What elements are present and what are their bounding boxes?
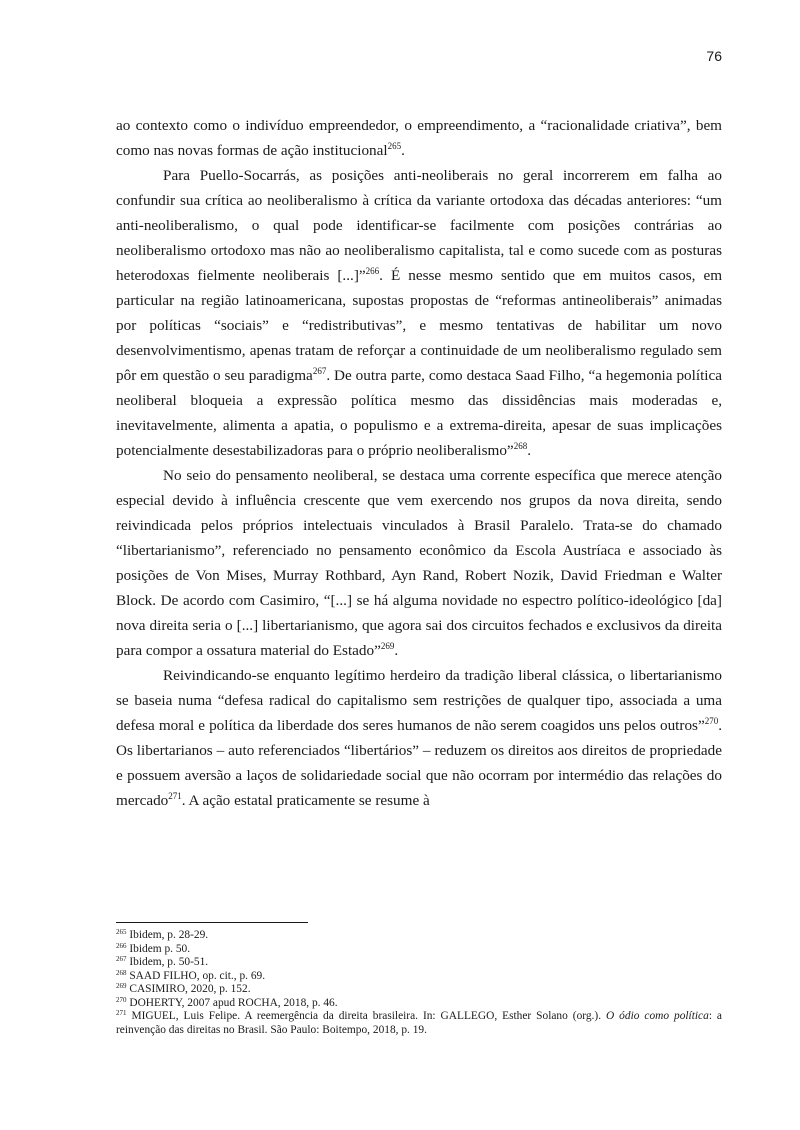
paragraph: No seio do pensamento neoliberal, se destaca uma corrente específica que merece atenção especial devido à influência crescente que vem exercendo nos grupos da nova direita, sendo reivindicada pelos próprios intelectuais vinculados à Brasil Paralelo. Trata-se do chamado “libertarianismo”, referenciado no pensamento econômico da Escola Austríaca e associado às posições de Von Mises, Murray Rothbard, Ayn Rand, Robert Nozik, David Friedman e Walter Block. De acordo com Casimiro, “[...] se há alguma novidade no espectro político-ideológico [da] nova direita seria o [...] libertarianismo, que agora sai dos circuitos fechados e exclusivos da direita para compor a ossatura material do Estado”$^{269}$. — [116, 467, 722, 659]
footnote: $^{265}$ Ibidem, p. 28-29. — [116, 928, 209, 941]
footnote-ref[interactable]: 268 — [513, 441, 528, 451]
paragraph: ao contexto como o indivíduo empreendedor, o empreendimento, a “racionalidade criativa”, bem como nas novas formas de ação institucional$^{265}$. — [116, 117, 722, 159]
paragraph: Reivindicando-se enquanto legítimo herdeiro da tradição liberal clássica, o libertarianismo se baseia numa “defesa radical do capitalismo sem restrições de qualquer tipo, associada a uma defesa moral e política da liberdade dos seres humanos de não serem coagidos uns pelos outros”$^{270}$. Os libertarianos – auto referenciados “libertários” – reduzem os direitos aos direitos de propriedade e possuem aversão a laços de solidariedade social que não ocorram por intermédio das relações do mercado$^{271}$. A ação estatal praticamente se resume à — [116, 667, 722, 809]
footnote-ref[interactable]: 267 — [312, 366, 327, 376]
page-number: 76 — [706, 48, 722, 64]
footnote-ref[interactable]: 266 — [365, 266, 380, 276]
footnote: $^{269}$ CASIMIRO, 2020, p. 152. — [116, 982, 251, 995]
footnote: $^{270}$ DOHERTY, 2007 apud ROCHA, 2018, p. 46. — [116, 995, 338, 1009]
paragraph: Para Puello-Socarrás, as posições anti-neoliberais no geral incorrerem em falha ao confundir sua crítica ao neoliberalismo à crítica da variante ortodoxa das décadas anteriores: “um anti-neoliberalismo, o qual pode identificar-se facilmente com posições contrárias ao neoliberalismo ortodoxo mas não ao neoliberalismo capitalista, tal e como sucede com as posturas heterodoxas fielmente neoliberais [...]”$^{266}$. É nesse mesmo sentido que em muitos casos, em particular na região latinoamericana, supostas propostas de “reformas antineoliberais” animadas por políticas “sociais” e “redistributivas”, e mesmo tentativas de habilitar um novo desenvolvimentismo, apenas tratam de reforçar a continuidade de um neoliberalismo regulado sem pôr em questão o seu paradigma$^{267}$. De outra parte, como destaca Saad Filho, “a hegemonia política neoliberal bloqueia a expressão política mesmo das dissidências mais moderadas e, inevitavelmente, alimenta a apatia, o populismo e a extrema-direita, apesar de suas implicações potencialmente desestabilizadoras para o próprio neoliberalismo”$^{268}$. — [116, 167, 723, 459]
footnote: $^{271}$ MIGUEL, Luis Felipe. A reemergência da direita brasileira. In: GALLEGO, Esther Solano (org.). O ódio como política: a reinvenção das direitas no Brasil. São Paulo: Boitempo, 2018, p. 19. — [116, 1009, 722, 1036]
footnote-divider — [116, 922, 308, 923]
footnote-ref[interactable]: 270 — [704, 716, 719, 726]
footnote: $^{266}$ Ibidem p. 50. — [116, 941, 191, 955]
body-text — [116, 113, 722, 813]
footnote-ref[interactable]: 271 — [168, 791, 182, 801]
footnote-ref[interactable]: 269 — [380, 641, 395, 651]
footnotes — [116, 929, 722, 1037]
footnote: $^{267}$ Ibidem, p. 50-51. — [116, 955, 209, 968]
footnote: $^{268}$ SAAD FILHO, op. cit., p. 69. — [116, 968, 266, 982]
footnote-ref[interactable]: 265 — [387, 141, 402, 151]
